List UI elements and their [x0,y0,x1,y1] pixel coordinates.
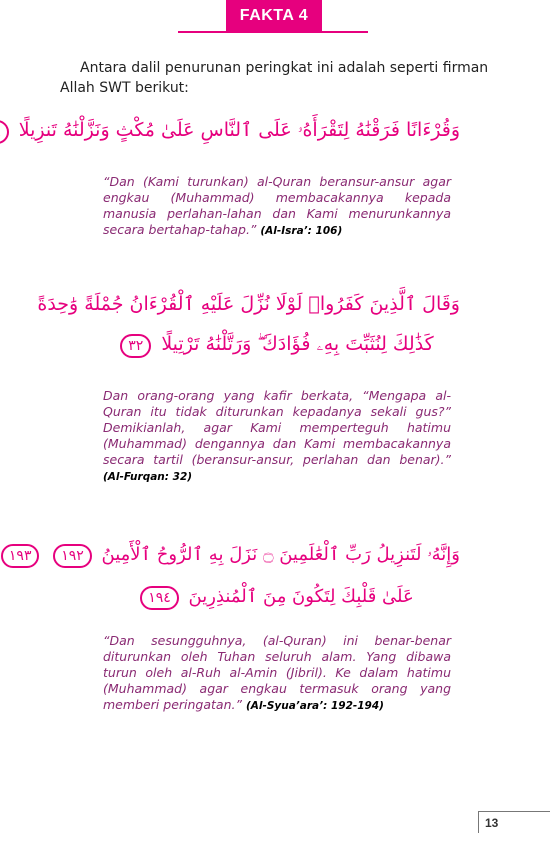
verse-1-line-1: وَقُرْءَانًا فَرَقْنَٰهُ لِتَقْرَأَهُۥ عَلَى ٱلنَّاسِ عَلَىٰ مُكْثٍ وَنَزَّلْنَٰهُ تَنزِيلًا [18,119,460,141]
page-number: 13 [478,811,550,833]
intro-paragraph [60,58,500,98]
verse-1-number [0,120,9,144]
verse-2-number: ٣٢ [120,334,151,358]
verse-3-number-b: ١٩٣ [1,544,40,568]
verse-3-reference: (Al-Syua’ara’: 192-194) [245,700,384,712]
verse-3-number-c: ١٩٤ [140,586,179,610]
intro-text: Antara dalil penurunan peringkat ini adalah seperti firman Allah SWT berikut: [60,60,489,96]
chapter-title: FAKTA 4 [226,0,322,31]
verse-1-translation-text: “Dan (Kami turunkan) al-Quran beransur-ansur agar engkau (Muhammad) membacakannya kepada manusia perlahan-lahan dan Kami menurunkannya secara bertahap-tahap.” [103,174,451,237]
verse-1-arabic [18,112,460,148]
verse-2-reference: (Al-Furqan: 32) [103,471,193,483]
verse-2-arabic [37,284,460,364]
header-rule [178,31,368,33]
verse-1-translation [103,174,451,239]
verse-2-line-2-row [90,324,460,364]
verse-3-line-1-row [8,534,460,576]
verse-3-translation-text: “Dan sesungguhnya, (al-Quran) ini benar-benar diturunkan oleh Tuhan seluruh alam. Yang dibawa turun oleh al-Ruh al-Amin (Jibril). Ke dalam hatimu (Muhammad) agar engkau termasuk orang yang memberi peringatan.” [103,633,451,712]
verse-2-translation [103,388,451,485]
verse-3-translation [103,633,451,714]
verse-3-line-2: عَلَىٰ قَلْبِكَ لِتَكُونَ مِنَ ٱلْمُنذِرِينَ [188,586,414,607]
verse-3-number-a: ١٩٢ [53,544,92,568]
verse-1-reference: (Al-Isra’: 106) [260,225,343,237]
verse-3-line-2-row [90,576,460,618]
verse-2-line-1: وَقَالَ ٱلَّذِينَ كَفَرُوا۟ لَوْلَا نُزِّلَ عَلَيْهِ ٱلْقُرْءَانُ جُمْلَةً وَٰحِدَةً [37,293,460,315]
verse-3-arabic [8,534,460,618]
chapter-header [178,0,368,34]
verse-2-translation-text: Dan orang-orang yang kafir berkata, “Mengapa al-Quran itu tidak diturunkan kepadanya sekali gus?” Demikianlah, agar Kami memperteguh hatimu (Muhammad) dengannya dan Kami membacakannya secara tartil (beransur-ansur, perlahan dan benar).” [103,388,451,467]
verse-3-line-1: وَإِنَّهُۥ لَتَنزِيلُ رَبِّ ٱلْعَٰلَمِينَ ۝ نَزَلَ بِهِ ٱلرُّوحُ ٱلْأَمِينُ [101,544,460,565]
verse-2-line-2: كَذَٰلِكَ لِنُثَبِّتَ بِهِۦ فُؤَادَكَ ۖ وَرَتَّلْنَٰهُ تَرْتِيلًا [161,333,434,355]
